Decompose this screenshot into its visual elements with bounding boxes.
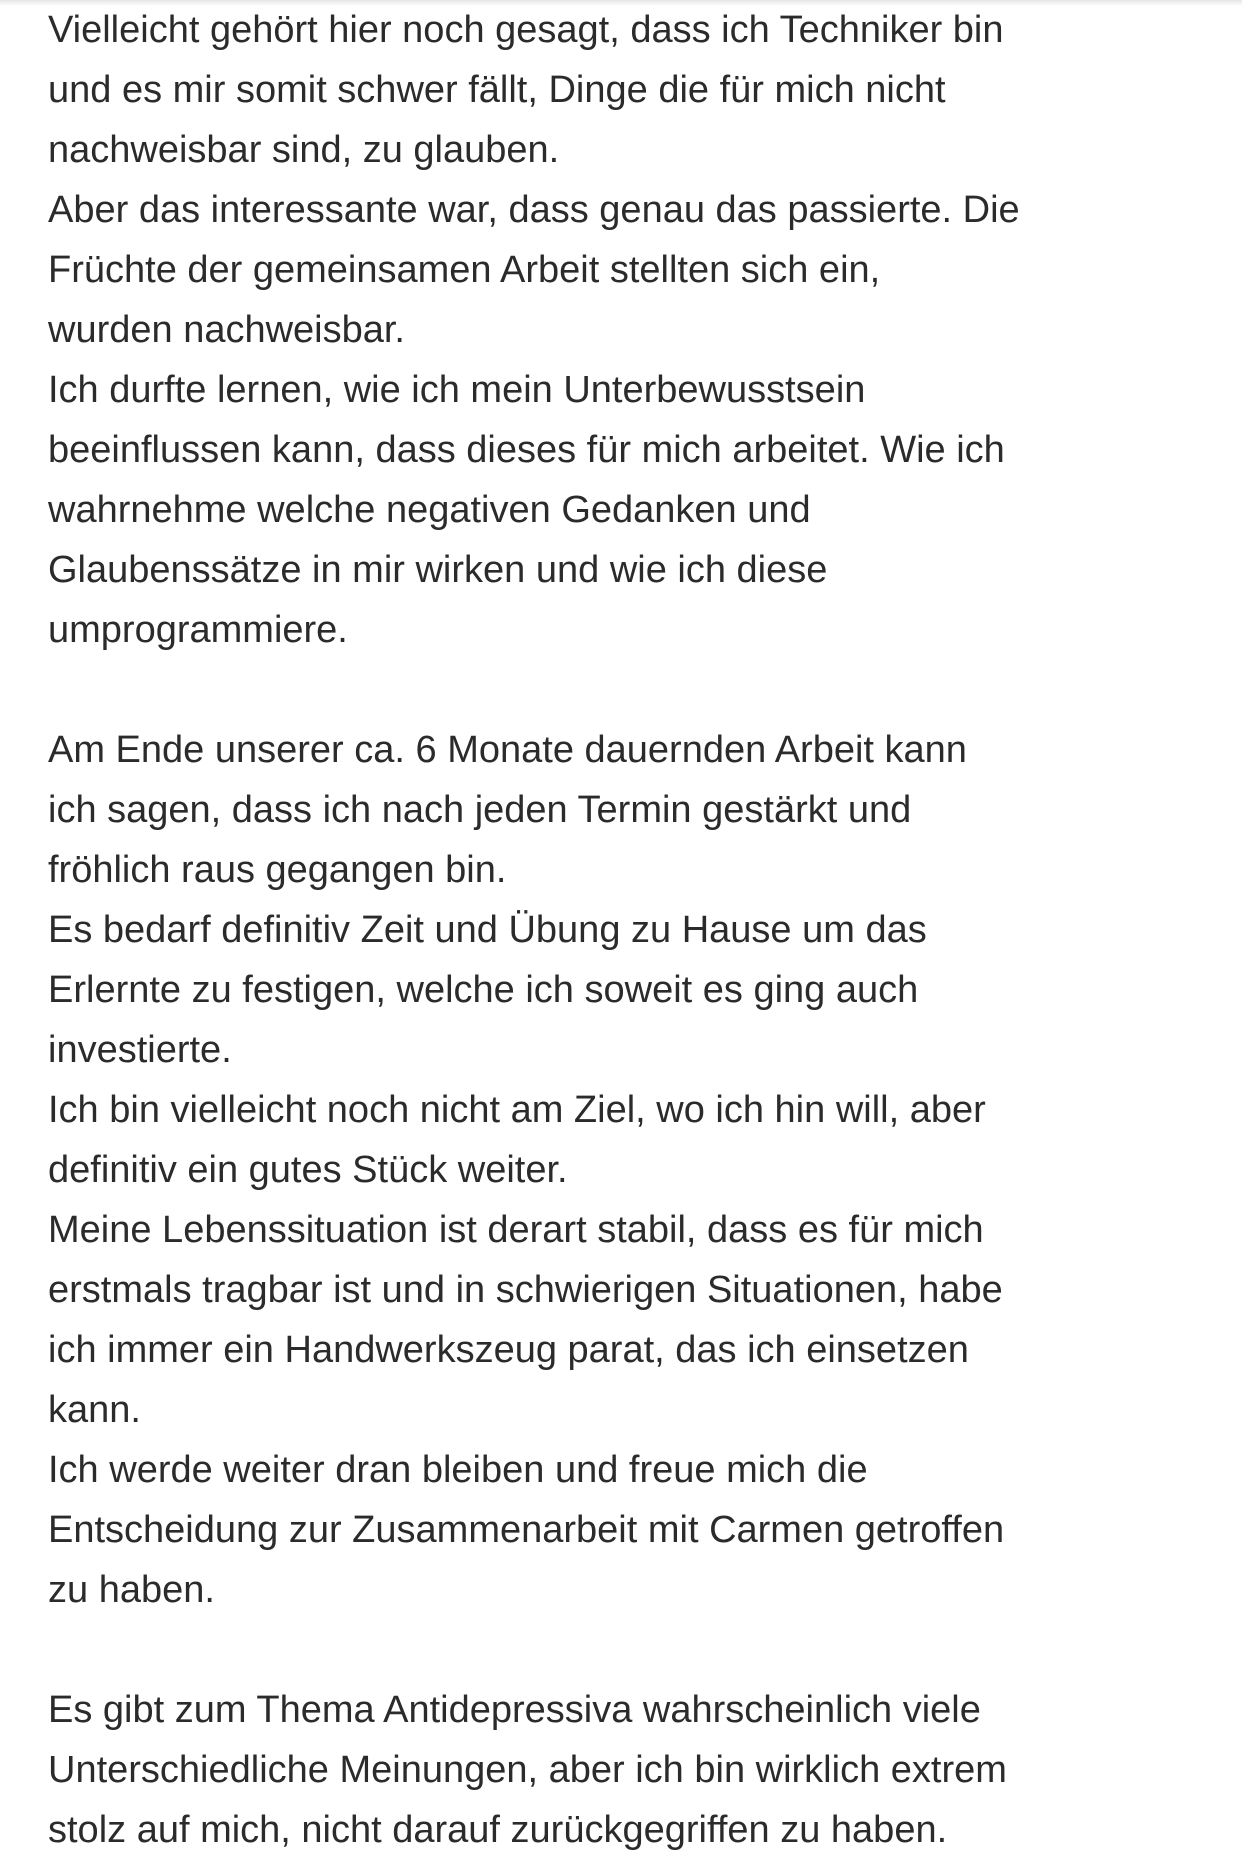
- text-line: Früchte der gemeinsamen Arbeit stellten sich ein,: [48, 249, 881, 291]
- text-line: Ich durfte lernen, wie ich mein Unterbewusstsein: [48, 369, 866, 411]
- text-line: Unterschiedliche Meinungen, aber ich bin wirklich extrem: [48, 1749, 1007, 1791]
- text-line: fröhlich raus gegangen bin.: [48, 849, 507, 891]
- text-line: nachweisbar sind, zu glauben.: [48, 129, 560, 171]
- text-line: Glaubenssätze in mir wirken und wie ich diese: [48, 549, 828, 591]
- text-line: Erlernte zu festigen, welche ich soweit es ging auch: [48, 969, 919, 1011]
- text-line: Vielleicht gehört hier noch gesagt, dass ich Techniker bin: [48, 9, 1004, 51]
- text-line: wurden nachweisbar.: [48, 309, 405, 351]
- text-line: Ich bin vielleicht noch nicht am Ziel, wo ich hin will, aber: [48, 1089, 986, 1131]
- text-line: beeinflussen kann, dass dieses für mich arbeitet. Wie ich: [48, 429, 1005, 471]
- text-line: investierte.: [48, 1029, 232, 1071]
- paragraph-gap: [48, 660, 1198, 720]
- text-line: erstmals tragbar ist und in schwierigen Situationen, habe: [48, 1269, 1003, 1311]
- text-line: zu haben.: [48, 1569, 215, 1611]
- paragraph-gap: [48, 1620, 1198, 1680]
- text-line: kann.: [48, 1389, 141, 1431]
- text-line: Meine Lebenssituation ist derart stabil, dass es für mich: [48, 1209, 984, 1251]
- text-line: ich sagen, dass ich nach jeden Termin gestärkt und: [48, 789, 912, 831]
- text-line: stolz auf mich, nicht darauf zurückgegriffen zu haben.: [48, 1809, 948, 1851]
- text-line: Am Ende unserer ca. 6 Monate dauernden Arbeit kann: [48, 729, 967, 771]
- article-text: [48, 0, 1198, 1860]
- text-line: Es gibt zum Thema Antidepressiva wahrscheinlich viele: [48, 1689, 981, 1731]
- text-line: Entscheidung zur Zusammenarbeit mit Carmen getroffen: [48, 1509, 1005, 1551]
- text-line: und es mir somit schwer fällt, Dinge die für mich nicht: [48, 69, 946, 111]
- text-line: umprogrammiere.: [48, 609, 348, 651]
- text-line: Es bedarf definitiv Zeit und Übung zu Hause um das: [48, 909, 927, 951]
- text-line: Ich werde weiter dran bleiben und freue mich die: [48, 1449, 868, 1491]
- text-line: definitiv ein gutes Stück weiter.: [48, 1149, 568, 1191]
- text-line: ich immer ein Handwerkszeug parat, das ich einsetzen: [48, 1329, 969, 1371]
- text-line: wahrnehme welche negativen Gedanken und: [48, 489, 811, 531]
- text-line: Aber das interessante war, dass genau das passierte. Die: [48, 189, 1020, 231]
